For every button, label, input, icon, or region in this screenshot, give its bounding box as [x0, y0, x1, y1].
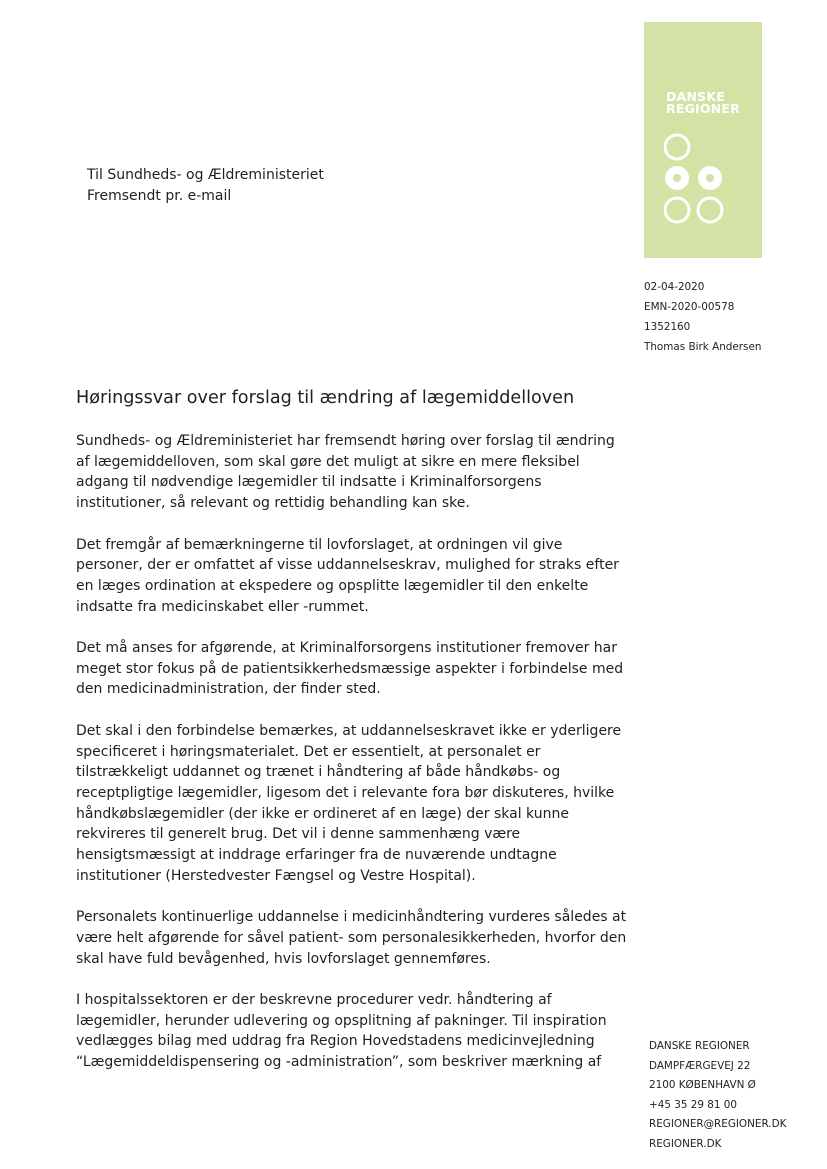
footer-phone: +45 35 29 81 00: [649, 1098, 738, 1111]
body-paragraph-4: [76, 721, 621, 887]
body-paragraph-2: [76, 535, 621, 618]
paragraph-line: receptpligtige lægemidler, ligesom det i relevante fora bør diskuteres, hvilke: [76, 784, 615, 801]
logo-ring-mid-left: [665, 166, 689, 190]
paragraph-line: personer, der er omfattet af visse uddannelseskrav, mulighed for straks efter: [76, 557, 619, 574]
paragraph-line: skal have fuld bevågenhed, hvis lovforslaget gennemføres.: [76, 950, 491, 967]
danske-regioner-logo: [644, 22, 762, 258]
paragraph-line: håndkøbslægemidler (der ikke er ordineret af en læge) der skal kunne: [76, 805, 569, 822]
paragraph-line: institutioner, så relevant og rettidig behandling kan ske.: [76, 495, 470, 512]
paragraph-line: af lægemiddelloven, som skal gøre det muligt at sikre en mere fleksibel: [76, 453, 580, 470]
footer-org: DANSKE REGIONER: [649, 1040, 750, 1052]
document-title: Høringssvar over forslag til ændring af lægemiddelloven: [76, 388, 575, 408]
paragraph-line: lægemidler, herunder udlevering og opsplitning af pakninger. Til inspiration: [76, 1012, 607, 1029]
recipient-line-1: Til Sundheds- og Ældreministeriet: [87, 167, 324, 183]
footer-street: DAMPFÆRGEVEJ 22: [649, 1059, 751, 1072]
paragraph-line: indsatte fra medicinskabet eller -rummet.: [76, 598, 369, 615]
paragraph-line: Det skal i den forbindelse bemærkes, at uddannelseskravet ikke er yderligere: [76, 722, 622, 739]
recipient-block: [87, 165, 324, 207]
footer-address: [649, 1037, 786, 1155]
logo-line-1: DANSKE: [666, 89, 725, 104]
paragraph-line: Det må anses for afgørende, at Kriminalforsorgens institutioner fremover har: [76, 640, 617, 656]
body-paragraph-1: [76, 431, 621, 514]
footer-email: REGIONER@REGIONER.DK: [649, 1118, 787, 1131]
recipient-line-2: Fremsendt pr. e-mail: [87, 188, 232, 204]
paragraph-line: vedlægges bilag med uddrag fra Region Hovedstadens medicinvejledning: [76, 1033, 595, 1050]
meta-document-number: 1352160: [644, 321, 691, 333]
logo-circle-bottom-left: [665, 198, 689, 222]
footer-city: 2100 KØBENHAVN Ø: [649, 1079, 756, 1092]
paragraph-line: meget stor fokus på de patientsikkerhedsmæssige aspekter i forbindelse med: [76, 660, 624, 677]
paragraph-line: “Lægemiddeldispensering og -administration”, som beskriver mærkning af: [76, 1054, 602, 1071]
document-body: [76, 431, 627, 1093]
footer-web: REGIONER.DK: [649, 1137, 722, 1150]
paragraph-line: I hospitalssektoren er der beskrevne procedurer vedr. håndtering af: [76, 991, 552, 1008]
paragraph-line: Det fremgår af bemærkningerne til lovforslaget, at ordningen vil give: [76, 536, 563, 553]
paragraph-line: adgang til nødvendige lægemidler til indsatte i Kriminalforsorgens: [76, 474, 542, 491]
body-paragraph-6: [76, 990, 621, 1073]
body-paragraph-5: [76, 907, 627, 969]
logo-circle-bottom-right: [698, 198, 722, 222]
paragraph-line: rekvireres til generelt brug. Det vil i denne sammenhæng være: [76, 826, 521, 843]
meta-case-number: EMN-2020-00578: [644, 301, 735, 313]
paragraph-line: institutioner (Herstedvester Fængsel og Vestre Hospital).: [76, 867, 476, 884]
meta-author: Thomas Birk Andersen: [644, 341, 762, 353]
paragraph-line: specificeret i høringsmaterialet. Det er essentielt, at personalet er: [76, 743, 541, 760]
paragraph-line: være helt afgørende for såvel patient- som personalesikkerheden, hvorfor den: [76, 929, 627, 946]
logo-wordmark: [666, 91, 756, 115]
paragraph-line: Personalets kontinuerlige uddannelse i medicinhåndtering vurderes således at: [76, 909, 627, 926]
document-meta: [644, 277, 761, 357]
paragraph-line: hensigtsmæssigt at inddrage erfaringer fra de nuværende undtagne: [76, 847, 557, 864]
logo-ring-mid-right: [698, 166, 722, 190]
paragraph-line: Sundheds- og Ældreministeriet har fremsendt høring over forslag til ændring: [76, 433, 615, 449]
logo-circles-icon: [664, 130, 740, 234]
paragraph-line: den medicinadministration, der finder sted.: [76, 681, 381, 698]
meta-date: 02-04-2020: [644, 281, 705, 293]
logo-line-2: REGIONER: [666, 101, 740, 116]
paragraph-line: tilstrækkeligt uddannet og trænet i håndtering af både håndkøbs- og: [76, 764, 561, 781]
body-paragraph-3: [76, 638, 624, 700]
paragraph-line: en læges ordination at ekspedere og opsplitte lægemidler til den enkelte: [76, 577, 589, 594]
logo-circle-top: [665, 135, 689, 159]
